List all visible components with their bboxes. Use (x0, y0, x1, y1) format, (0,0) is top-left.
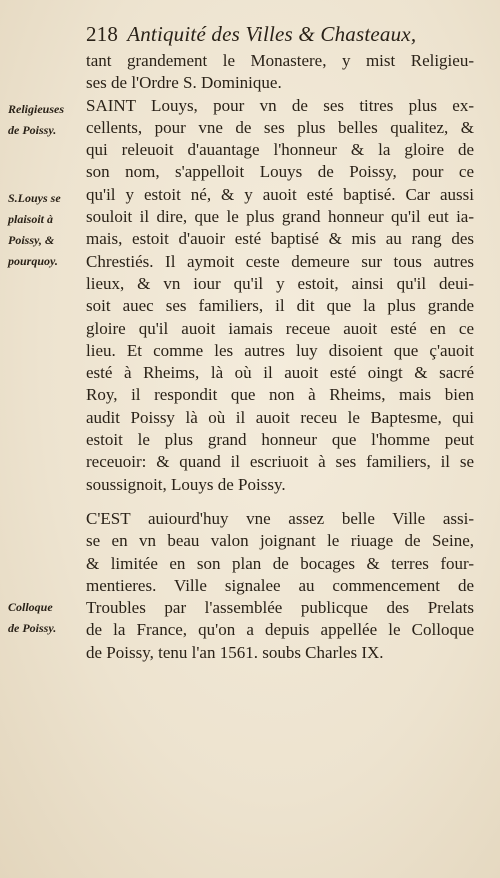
text-line: lieux, & vn iour qu'il y estoit, ainsi qu'il deui- (86, 273, 474, 293)
margin-note-line: de Poissy. (8, 123, 57, 137)
margin-note-line: de Poissy. (8, 621, 57, 635)
margin-note-religieuses (8, 99, 84, 141)
text-line: de la France, qu'on a depuis appellée le Colloque (86, 620, 474, 640)
body-text (86, 50, 474, 664)
text-line: & limitée en son plan de bocages & terres four- (86, 553, 474, 573)
text-line: C'EST auiourd'huy vne assez belle Ville assi- (86, 508, 474, 528)
running-title: Antiquité des Villes & Chasteaux, (127, 22, 417, 46)
text-line: qu'il y estoit né, & y auoit esté baptisé. Car aussi (86, 184, 474, 204)
page-number: 218 (86, 22, 119, 46)
margin-note-line: pourquoy. (8, 254, 58, 268)
margin-note-line: Poissy, & (8, 233, 55, 247)
text-line: esté à Rheims, là où il auoit esté oingt & sacré (86, 363, 474, 383)
text-line: Troubles par l'assemblée publicque des Prelats (86, 598, 474, 618)
margin-note-line: plaisoit à (8, 212, 54, 226)
text-line: estoit le plus grand honneur que l'homme peut (86, 430, 474, 450)
text-line: mentieres. Ville signalee au commencement de (86, 575, 474, 595)
text-line: son nom, s'appelloit Louys de Poissy, pour ce (86, 162, 474, 182)
text-line: souloit il dire, que le plus grand honneur qu'il eut ia- (86, 207, 474, 227)
running-header (86, 22, 490, 47)
text-line: SAINT Louys, pour vn de ses titres plus ex- (86, 95, 474, 115)
text-line: receuoir: & quand il escriuoit à ses familiers, il se (86, 452, 474, 472)
text-line: lieu. Et comme les autres luy disoient que ç'auoit (86, 340, 474, 360)
text-line: Chrestiés. Il aymoit ceste demeure sur tous autres (86, 251, 474, 271)
margin-note-line: Colloque (8, 600, 53, 614)
text-line: cellents, pour vne de ses plus belles qualitez, & (86, 117, 474, 137)
text-line: audit Poissy là où il auoit receu le Baptesme, qui (86, 407, 474, 427)
margin-note-colloque (8, 597, 84, 639)
text-line: qui releuoit d'auantage l'honneur & la gloire de (86, 140, 474, 160)
text-line: mais, estoit d'auoir esté baptisé & mis au rang des (86, 229, 474, 249)
text-line: gloire qu'il auoit iamais receue auoit esté en ce (86, 318, 474, 338)
margin-note-line: S.Louys se (8, 191, 61, 205)
text-line: tant grandement le Monastere, y mist Religieu- (86, 51, 474, 70)
text-line: de Poissy, tenu l'an 1561. soubs Charles IX. (86, 642, 384, 662)
text-line: soussignoit, Louys de Poissy. (86, 474, 286, 494)
margin-note-saint-louys (8, 188, 84, 272)
margin-note-line: Religieuses (8, 102, 64, 116)
text-line: Roy, il respondit que non à Rheims, mais bien (86, 385, 474, 405)
text-line: se en vn beau valon joignant le riuage de Seine, (86, 531, 474, 551)
text-line: soit auec ses familiers, il dit que la plus grande (86, 296, 474, 316)
text-line: ses de l'Ordre S. Dominique. (86, 73, 282, 93)
